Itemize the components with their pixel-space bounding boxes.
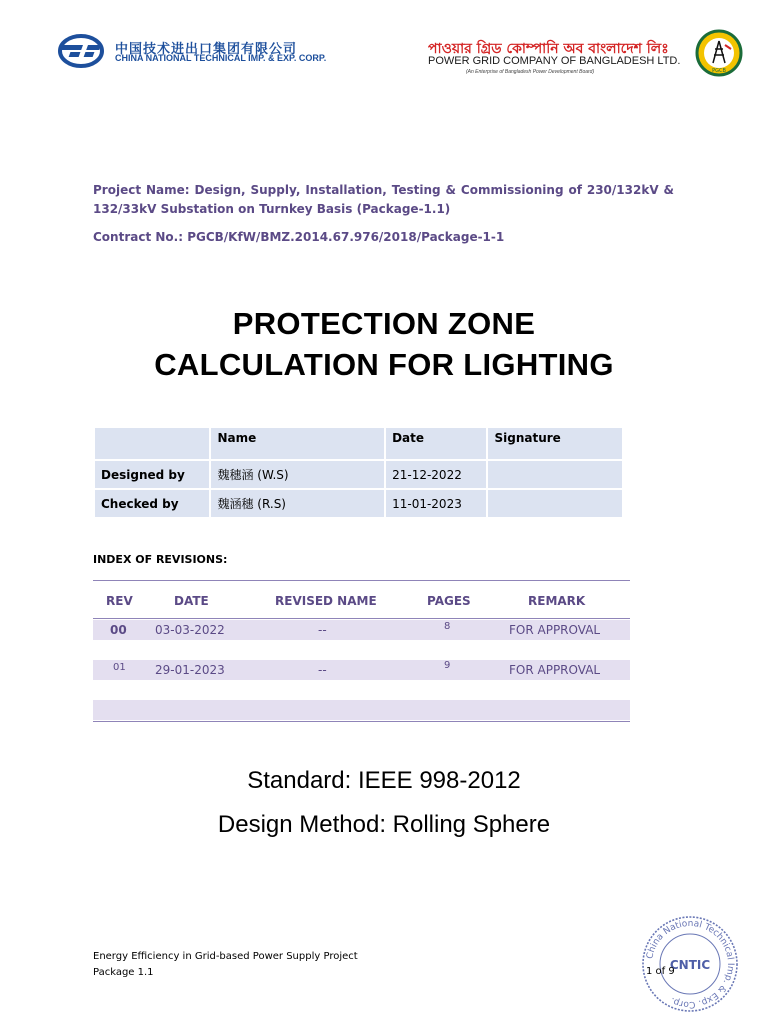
role-cell: Designed by (95, 461, 209, 488)
rev-header-remark: REMARK (528, 594, 586, 608)
revision-name: -- (318, 623, 327, 637)
rev-header-pages: PAGES (427, 594, 471, 608)
name-cell (211, 461, 384, 488)
standard-text: Standard: IEEE 998-2012 (247, 767, 521, 794)
footer-package: Package 1.1 (93, 967, 154, 978)
cntic-company-name-en: CHINA NATIONAL TECHNICAL IMP. & EXP. CORP. (115, 53, 327, 63)
revision-rev: 01 (113, 662, 126, 673)
revision-rev: 00 (110, 623, 127, 637)
cntic-logo-icon (57, 34, 111, 68)
document-title-line2: CALCULATION FOR LIGHTING (154, 347, 614, 382)
company-stamp-icon (640, 914, 740, 1014)
table-row (95, 490, 622, 517)
header-cell-name: Name (211, 428, 384, 459)
pgcb-logo-icon (695, 29, 743, 77)
revision-remark: FOR APPROVAL (509, 663, 601, 677)
name-abbr: (W.S) (257, 468, 289, 482)
name-cn: 魏涵穗 (217, 497, 254, 511)
revisions-title: INDEX OF REVISIONS: (93, 553, 228, 566)
pgcb-company-name-bn: পাওয়ার গ্রিড কোম্পানি অব বাংলাদেশ লিঃ (428, 41, 669, 57)
rev-header-date: DATE (174, 594, 209, 608)
name-cn: 魏穗涵 (217, 468, 254, 482)
page-number: 1 of 9 (646, 966, 675, 977)
signature-cell (488, 490, 622, 517)
signature-table-header (95, 428, 622, 459)
revision-row-band-empty (93, 700, 630, 720)
date-cell: 21-12-2022 (386, 461, 486, 488)
revision-name: -- (318, 663, 327, 677)
contract-number: Contract No.: PGCB/KfW/BMZ.2014.67.976/2018/Package-1-1 (93, 230, 505, 244)
pgcb-logo-text: PGCB (712, 68, 726, 74)
name-abbr: (R.S) (257, 497, 286, 511)
divider (93, 618, 630, 619)
revision-pages: 8 (444, 621, 451, 632)
date-cell: 11-01-2023 (386, 490, 486, 517)
pgcb-company-name-en: POWER GRID COMPANY OF BANGLADESH LTD. (428, 55, 681, 67)
cntic-company-name-cn: 中国技术进出口集团有限公司 (115, 41, 298, 56)
header-cell-signature: Signature (488, 428, 622, 459)
stamp-ring-text: China National Technical Imp. & Exp. Corp. (645, 918, 736, 1010)
rev-header-revised-name: REVISED NAME (275, 594, 377, 608)
revision-pages: 9 (444, 660, 451, 671)
pgcb-company-subtitle: (An Enterprise of Bangladesh Power Development Board) (466, 69, 595, 75)
revision-remark: FOR APPROVAL (509, 623, 601, 637)
document-title-line1: PROTECTION ZONE (232, 306, 536, 341)
stamp-center-text: CNTIC (669, 958, 711, 972)
footer-project: Energy Efficiency in Grid-based Power Supply Project (93, 951, 358, 962)
rev-header-rev: REV (106, 594, 133, 608)
header-cell-date: Date (386, 428, 486, 459)
project-name: Project Name: Design, Supply, Installation, Testing & Commissioning of 230/132kV & 132/33kV Substation on Turnkey Basis (Package-1.1) (93, 183, 674, 216)
role-cell: Checked by (95, 490, 209, 517)
document-title (84, 303, 684, 385)
revision-date: 03-03-2022 (155, 623, 225, 637)
name-cell (211, 490, 384, 517)
divider (93, 580, 630, 581)
header-cell (95, 428, 209, 459)
table-row (95, 461, 622, 488)
revision-date: 29-01-2023 (155, 663, 225, 677)
signature-table (93, 426, 624, 519)
divider (93, 721, 630, 722)
signature-cell (488, 461, 622, 488)
design-method-text: Design Method: Rolling Sphere (217, 811, 551, 838)
